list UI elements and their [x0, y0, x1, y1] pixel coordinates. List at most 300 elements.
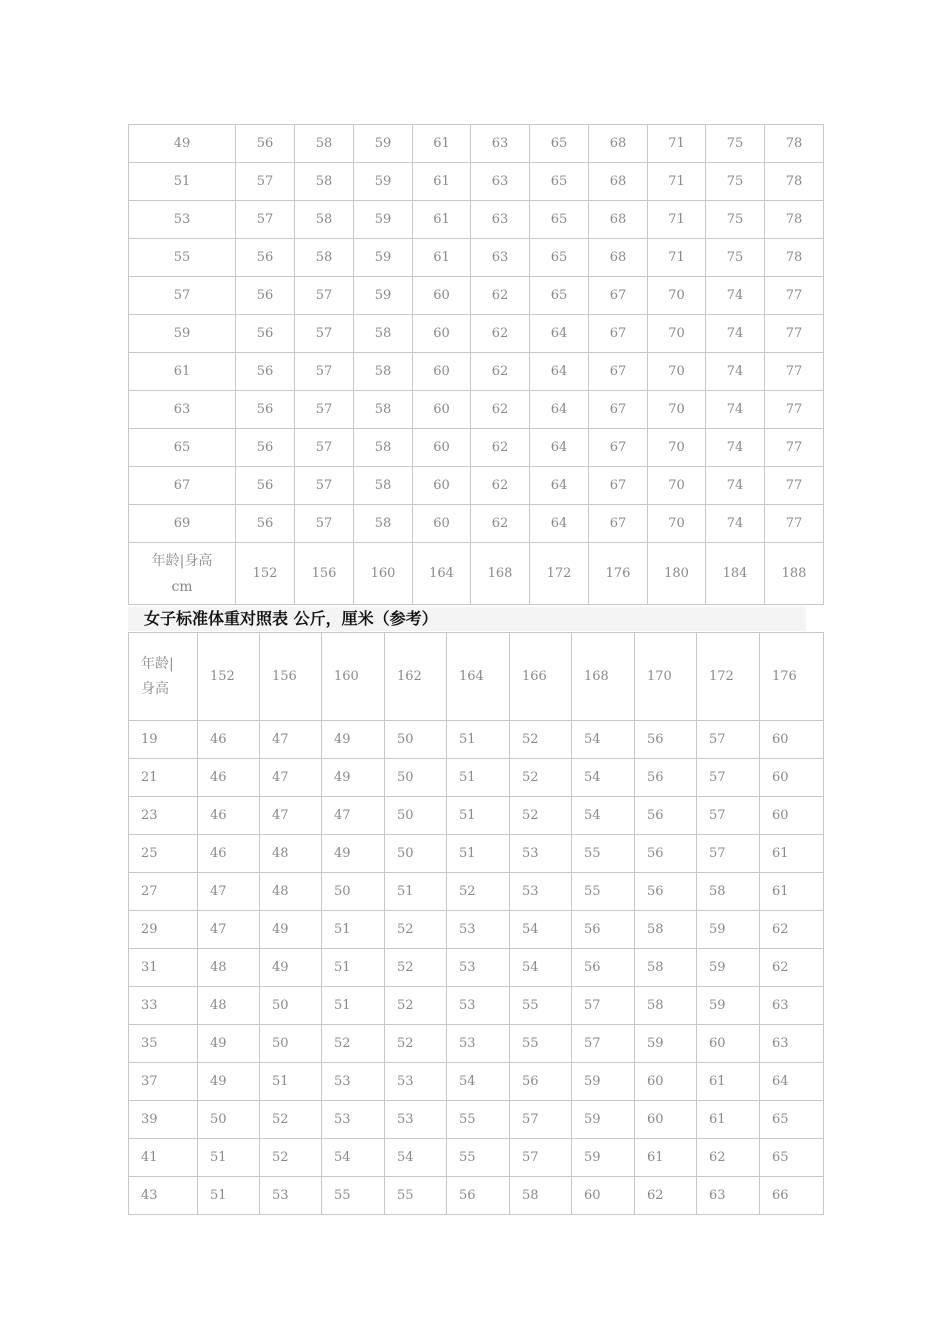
weight-cell: 56: [635, 873, 697, 911]
weight-cell: 60: [760, 721, 824, 759]
weight-cell: 58: [295, 163, 354, 201]
weight-cell: 60: [760, 759, 824, 797]
weight-cell: 60: [572, 1177, 635, 1215]
weight-cell: 58: [354, 467, 413, 505]
table-row: [129, 873, 824, 911]
weight-cell: 75: [706, 125, 765, 163]
weight-cell: 56: [572, 949, 635, 987]
table-row: [129, 505, 824, 543]
age-cell: 53: [129, 201, 236, 239]
weight-cell: 52: [510, 759, 572, 797]
height-header-cell: 176: [589, 543, 648, 605]
weight-cell: 51: [260, 1063, 322, 1101]
weight-cell: 58: [295, 201, 354, 239]
weight-cell: 58: [635, 949, 697, 987]
weight-cell: 46: [198, 721, 260, 759]
weight-cell: 70: [648, 315, 706, 353]
weight-cell: 61: [413, 201, 471, 239]
weight-cell: 47: [260, 721, 322, 759]
table-row: [129, 277, 824, 315]
height-header-cell: 180: [648, 543, 706, 605]
weight-cell: 67: [589, 429, 648, 467]
weight-cell: 46: [198, 835, 260, 873]
weight-cell: 49: [198, 1025, 260, 1063]
weight-cell: 75: [706, 201, 765, 239]
weight-cell: 47: [322, 797, 385, 835]
weight-cell: 55: [510, 1025, 572, 1063]
weight-cell: 64: [530, 429, 589, 467]
table-row: [129, 353, 824, 391]
weight-cell: 64: [530, 391, 589, 429]
weight-cell: 51: [322, 949, 385, 987]
weight-cell: 59: [572, 1139, 635, 1177]
weight-cell: 52: [260, 1139, 322, 1177]
weight-cell: 60: [413, 353, 471, 391]
age-cell: 41: [129, 1139, 198, 1177]
weight-cell: 74: [706, 277, 765, 315]
weight-cell: 60: [697, 1025, 760, 1063]
weight-cell: 49: [260, 911, 322, 949]
height-header-cell: 160: [354, 543, 413, 605]
weight-cell: 48: [198, 987, 260, 1025]
weight-cell: 53: [447, 911, 510, 949]
table-row: [129, 987, 824, 1025]
weight-cell: 54: [385, 1139, 447, 1177]
weight-cell: 57: [697, 721, 760, 759]
weight-cell: 62: [760, 949, 824, 987]
weight-cell: 65: [760, 1101, 824, 1139]
weight-cell: 47: [260, 759, 322, 797]
weight-cell: 60: [413, 391, 471, 429]
weight-cell: 52: [385, 949, 447, 987]
table-row: [129, 125, 824, 163]
weight-cell: 56: [236, 353, 295, 391]
weight-cell: 56: [236, 391, 295, 429]
weight-cell: 57: [697, 759, 760, 797]
weight-cell: 51: [198, 1177, 260, 1215]
weight-cell: 54: [322, 1139, 385, 1177]
height-header-cell: 168: [471, 543, 530, 605]
age-cell: 51: [129, 163, 236, 201]
weight-cell: 62: [471, 505, 530, 543]
weight-cell: 74: [706, 391, 765, 429]
weight-cell: 61: [413, 163, 471, 201]
age-cell: 25: [129, 835, 198, 873]
weight-cell: 61: [697, 1063, 760, 1101]
weight-cell: 54: [572, 721, 635, 759]
weight-cell: 66: [760, 1177, 824, 1215]
weight-cell: 63: [471, 125, 530, 163]
weight-cell: 56: [236, 125, 295, 163]
weight-cell: 52: [322, 1025, 385, 1063]
weight-cell: 64: [760, 1063, 824, 1101]
weight-cell: 58: [354, 353, 413, 391]
weight-cell: 49: [260, 949, 322, 987]
weight-cell: 50: [385, 797, 447, 835]
weight-cell: 75: [706, 239, 765, 277]
table-row: [129, 1101, 824, 1139]
age-cell: 49: [129, 125, 236, 163]
weight-cell: 56: [572, 911, 635, 949]
weight-cell: 68: [589, 163, 648, 201]
age-cell: 61: [129, 353, 236, 391]
weight-cell: 60: [413, 467, 471, 505]
weight-cell: 78: [765, 239, 824, 277]
weight-cell: 74: [706, 429, 765, 467]
weight-cell: 70: [648, 505, 706, 543]
weight-cell: 60: [635, 1101, 697, 1139]
table-row: [129, 797, 824, 835]
weight-cell: 57: [236, 201, 295, 239]
height-header-cell: 162: [385, 633, 447, 721]
weight-cell: 47: [260, 797, 322, 835]
table-row: [129, 759, 824, 797]
table-row: [129, 835, 824, 873]
weight-cell: 65: [530, 239, 589, 277]
weight-cell: 68: [589, 239, 648, 277]
weight-cell: 52: [447, 873, 510, 911]
weight-cell: 58: [354, 429, 413, 467]
age-cell: 43: [129, 1177, 198, 1215]
weight-cell: 51: [447, 721, 510, 759]
table-row: [129, 1063, 824, 1101]
weight-cell: 67: [589, 505, 648, 543]
weight-cell: 64: [530, 353, 589, 391]
weight-cell: 56: [236, 429, 295, 467]
weight-cell: 59: [697, 911, 760, 949]
weight-cell: 77: [765, 505, 824, 543]
weight-cell: 55: [447, 1101, 510, 1139]
weight-cell: 61: [760, 873, 824, 911]
height-header-cell: 152: [198, 633, 260, 721]
weight-cell: 78: [765, 125, 824, 163]
weight-cell: 55: [447, 1139, 510, 1177]
weight-cell: 71: [648, 125, 706, 163]
weight-cell: 56: [236, 315, 295, 353]
weight-cell: 74: [706, 505, 765, 543]
weight-cell: 51: [385, 873, 447, 911]
weight-cell: 71: [648, 239, 706, 277]
weight-cell: 50: [260, 1025, 322, 1063]
age-cell: 35: [129, 1025, 198, 1063]
age-cell: 59: [129, 315, 236, 353]
weight-cell: 51: [447, 835, 510, 873]
table-row: [129, 1025, 824, 1063]
weight-cell: 57: [697, 797, 760, 835]
weight-cell: 56: [635, 835, 697, 873]
weight-cell: 46: [198, 797, 260, 835]
weight-cell: 52: [510, 721, 572, 759]
weight-cell: 67: [589, 277, 648, 315]
weight-cell: 56: [635, 797, 697, 835]
weight-cell: 70: [648, 429, 706, 467]
weight-cell: 58: [697, 873, 760, 911]
weight-cell: 57: [295, 467, 354, 505]
weight-cell: 53: [447, 1025, 510, 1063]
height-header-cell: 168: [572, 633, 635, 721]
weight-cell: 59: [354, 163, 413, 201]
weight-cell: 63: [471, 201, 530, 239]
weight-cell: 74: [706, 353, 765, 391]
weight-cell: 60: [413, 505, 471, 543]
age-cell: 55: [129, 239, 236, 277]
weight-cell: 70: [648, 467, 706, 505]
weight-cell: 57: [295, 505, 354, 543]
weight-cell: 54: [510, 949, 572, 987]
weight-cell: 62: [760, 911, 824, 949]
height-header-cell: 164: [413, 543, 471, 605]
weight-cell: 62: [471, 467, 530, 505]
weight-cell: 55: [572, 835, 635, 873]
table-row: [129, 429, 824, 467]
weight-cell: 77: [765, 467, 824, 505]
age-cell: 37: [129, 1063, 198, 1101]
weight-cell: 49: [322, 721, 385, 759]
table-row: [129, 1177, 824, 1215]
age-cell: 67: [129, 467, 236, 505]
table-row: [129, 1139, 824, 1177]
weight-cell: 52: [260, 1101, 322, 1139]
age-cell: 23: [129, 797, 198, 835]
weight-cell: 56: [236, 467, 295, 505]
weight-cell: 62: [471, 429, 530, 467]
age-cell: 33: [129, 987, 198, 1025]
weight-cell: 50: [385, 721, 447, 759]
weight-cell: 52: [385, 1025, 447, 1063]
table-row: [129, 911, 824, 949]
weight-cell: 57: [236, 163, 295, 201]
corner-label-line2: 身高: [141, 680, 169, 697]
table-row: [129, 239, 824, 277]
weight-cell: 59: [354, 277, 413, 315]
weight-cell: 50: [385, 759, 447, 797]
weight-cell: 55: [385, 1177, 447, 1215]
corner-label-line1: 年龄|: [141, 655, 174, 672]
weight-cell: 51: [447, 759, 510, 797]
weight-cell: 62: [471, 353, 530, 391]
corner-header-cell: [129, 633, 198, 721]
weight-cell: 61: [413, 239, 471, 277]
weight-cell: 49: [198, 1063, 260, 1101]
weight-cell: 70: [648, 353, 706, 391]
table-row: [129, 391, 824, 429]
weight-cell: 61: [697, 1101, 760, 1139]
weight-cell: 49: [322, 759, 385, 797]
height-header-cell: 164: [447, 633, 510, 721]
weight-cell: 62: [697, 1139, 760, 1177]
table-row: [129, 949, 824, 987]
age-cell: 57: [129, 277, 236, 315]
weight-cell: 50: [260, 987, 322, 1025]
header-row: [129, 543, 824, 605]
weight-cell: 57: [572, 1025, 635, 1063]
table-row: [129, 721, 824, 759]
weight-cell: 57: [295, 429, 354, 467]
weight-cell: 47: [198, 873, 260, 911]
height-header-cell: 172: [530, 543, 589, 605]
weight-cell: 62: [635, 1177, 697, 1215]
weight-cell: 67: [589, 315, 648, 353]
weight-cell: 62: [471, 277, 530, 315]
height-header-cell: 160: [322, 633, 385, 721]
weight-cell: 57: [295, 277, 354, 315]
weight-cell: 62: [471, 391, 530, 429]
weight-cell: 64: [530, 315, 589, 353]
weight-cell: 48: [198, 949, 260, 987]
age-cell: 69: [129, 505, 236, 543]
height-header-cell: 172: [697, 633, 760, 721]
height-header-cell: 156: [295, 543, 354, 605]
weight-cell: 54: [510, 911, 572, 949]
weight-cell: 53: [510, 835, 572, 873]
weight-cell: 77: [765, 429, 824, 467]
corner-label-line1: 年龄|身高: [151, 552, 213, 569]
weight-cell: 52: [385, 911, 447, 949]
weight-cell: 53: [447, 987, 510, 1025]
weight-cell: 63: [760, 1025, 824, 1063]
weight-cell: 62: [471, 315, 530, 353]
weight-cell: 57: [295, 391, 354, 429]
weight-cell: 56: [635, 759, 697, 797]
weight-cell: 57: [510, 1139, 572, 1177]
weight-cell: 58: [354, 315, 413, 353]
age-cell: 65: [129, 429, 236, 467]
weight-cell: 51: [322, 911, 385, 949]
weight-cell: 48: [260, 873, 322, 911]
women-weight-table: [128, 632, 824, 1215]
table-row: [129, 315, 824, 353]
weight-cell: 56: [635, 721, 697, 759]
weight-cell: 58: [354, 391, 413, 429]
women-table-title: 女子标准体重对照表 公斤，厘米（参考）: [128, 607, 806, 631]
weight-cell: 53: [260, 1177, 322, 1215]
weight-cell: 60: [635, 1063, 697, 1101]
weight-cell: 47: [198, 911, 260, 949]
table-row: [129, 201, 824, 239]
weight-cell: 57: [295, 353, 354, 391]
weight-cell: 60: [413, 277, 471, 315]
weight-cell: 63: [471, 163, 530, 201]
height-header-cell: 152: [236, 543, 295, 605]
age-cell: 29: [129, 911, 198, 949]
weight-cell: 77: [765, 315, 824, 353]
weight-cell: 53: [510, 873, 572, 911]
weight-cell: 56: [236, 239, 295, 277]
weight-cell: 52: [385, 987, 447, 1025]
weight-cell: 71: [648, 201, 706, 239]
weight-cell: 65: [760, 1139, 824, 1177]
weight-cell: 58: [295, 125, 354, 163]
weight-cell: 57: [697, 835, 760, 873]
age-cell: 31: [129, 949, 198, 987]
weight-cell: 54: [447, 1063, 510, 1101]
weight-cell: 54: [572, 797, 635, 835]
weight-cell: 46: [198, 759, 260, 797]
weight-cell: 58: [635, 987, 697, 1025]
table-row: [129, 163, 824, 201]
weight-cell: 49: [322, 835, 385, 873]
height-header-cell: 170: [635, 633, 697, 721]
weight-cell: 60: [760, 797, 824, 835]
weight-cell: 50: [385, 835, 447, 873]
weight-cell: 68: [589, 125, 648, 163]
weight-cell: 67: [589, 391, 648, 429]
weight-cell: 51: [447, 797, 510, 835]
weight-cell: 77: [765, 391, 824, 429]
height-header-cell: 184: [706, 543, 765, 605]
weight-cell: 53: [447, 949, 510, 987]
weight-cell: 63: [760, 987, 824, 1025]
weight-cell: 53: [322, 1101, 385, 1139]
weight-cell: 65: [530, 277, 589, 315]
weight-cell: 61: [413, 125, 471, 163]
weight-cell: 61: [635, 1139, 697, 1177]
weight-cell: 58: [635, 911, 697, 949]
height-header-cell: 166: [510, 633, 572, 721]
weight-cell: 55: [322, 1177, 385, 1215]
weight-cell: 50: [322, 873, 385, 911]
age-cell: 21: [129, 759, 198, 797]
weight-cell: 60: [413, 429, 471, 467]
weight-cell: 59: [354, 201, 413, 239]
weight-cell: 77: [765, 277, 824, 315]
weight-cell: 63: [471, 239, 530, 277]
weight-cell: 53: [385, 1063, 447, 1101]
weight-cell: 59: [354, 125, 413, 163]
weight-cell: 71: [648, 163, 706, 201]
weight-cell: 64: [530, 467, 589, 505]
weight-cell: 50: [198, 1101, 260, 1139]
weight-cell: 59: [354, 239, 413, 277]
weight-cell: 58: [295, 239, 354, 277]
weight-cell: 57: [295, 315, 354, 353]
weight-cell: 70: [648, 277, 706, 315]
weight-cell: 54: [572, 759, 635, 797]
weight-cell: 53: [385, 1101, 447, 1139]
weight-cell: 65: [530, 125, 589, 163]
weight-cell: 67: [589, 467, 648, 505]
weight-cell: 78: [765, 201, 824, 239]
weight-cell: 53: [322, 1063, 385, 1101]
weight-cell: 60: [413, 315, 471, 353]
weight-cell: 64: [530, 505, 589, 543]
weight-cell: 61: [760, 835, 824, 873]
weight-cell: 57: [510, 1101, 572, 1139]
height-header-cell: 156: [260, 633, 322, 721]
weight-cell: 56: [236, 505, 295, 543]
age-cell: 63: [129, 391, 236, 429]
weight-cell: 68: [589, 201, 648, 239]
weight-cell: 51: [322, 987, 385, 1025]
men-weight-table: [128, 124, 824, 605]
weight-cell: 74: [706, 467, 765, 505]
weight-cell: 65: [530, 201, 589, 239]
weight-cell: 65: [530, 163, 589, 201]
height-header-cell: 176: [760, 633, 824, 721]
age-cell: 39: [129, 1101, 198, 1139]
weight-cell: 59: [697, 987, 760, 1025]
weight-cell: 58: [354, 505, 413, 543]
weight-cell: 75: [706, 163, 765, 201]
weight-cell: 59: [635, 1025, 697, 1063]
height-header-cell: 188: [765, 543, 824, 605]
corner-header-cell: [129, 543, 236, 605]
weight-cell: 56: [447, 1177, 510, 1215]
table-row: [129, 467, 824, 505]
weight-cell: 58: [510, 1177, 572, 1215]
weight-cell: 51: [198, 1139, 260, 1177]
weight-cell: 57: [572, 987, 635, 1025]
